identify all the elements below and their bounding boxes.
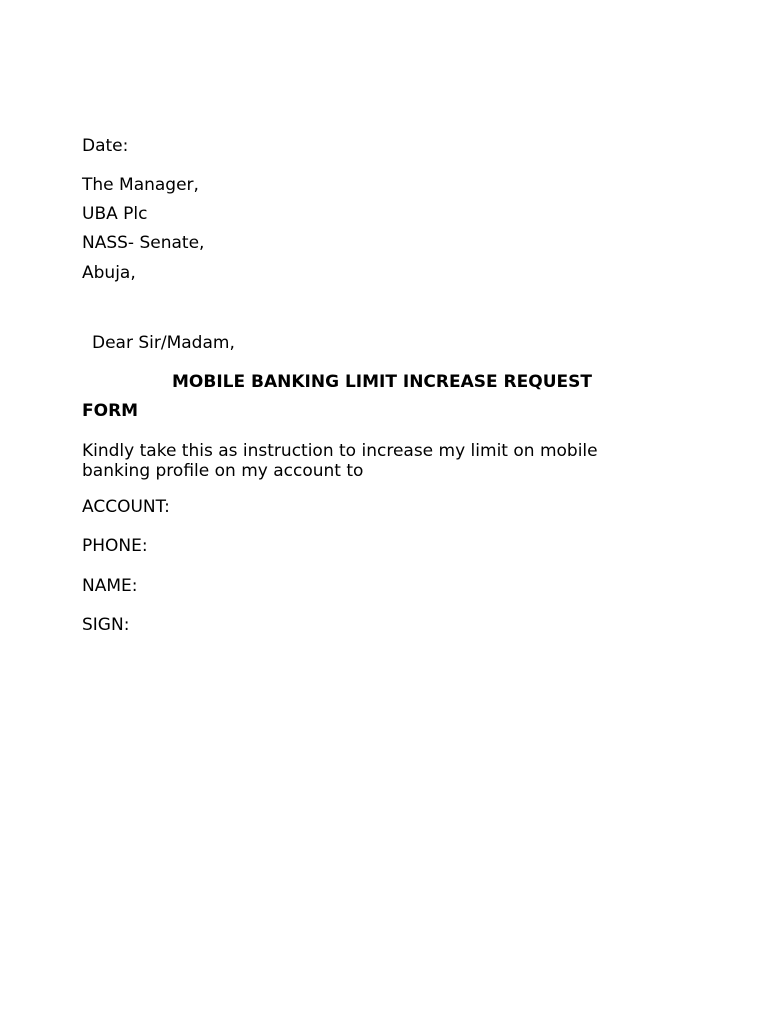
salutation: Dear Sir/Madam, xyxy=(92,333,235,353)
sign-field-label: SIGN: xyxy=(82,615,130,635)
recipient-city: Abuja, xyxy=(82,263,136,283)
body-text-line-2: banking profile on my account to xyxy=(82,461,364,481)
document-title-continued: FORM xyxy=(82,401,139,421)
account-field-label: ACCOUNT: xyxy=(82,497,170,517)
recipient-title: The Manager, xyxy=(82,175,199,195)
body-text-line-1: Kindly take this as instruction to increase my limit on mobile xyxy=(82,441,598,461)
recipient-bank: UBA Plc xyxy=(82,204,148,224)
name-field-label: NAME: xyxy=(82,576,138,596)
recipient-branch: NASS- Senate, xyxy=(82,233,205,253)
date-label: Date: xyxy=(82,136,129,156)
phone-field-label: PHONE: xyxy=(82,536,148,556)
document-title: MOBILE BANKING LIMIT INCREASE REQUEST xyxy=(172,372,592,392)
